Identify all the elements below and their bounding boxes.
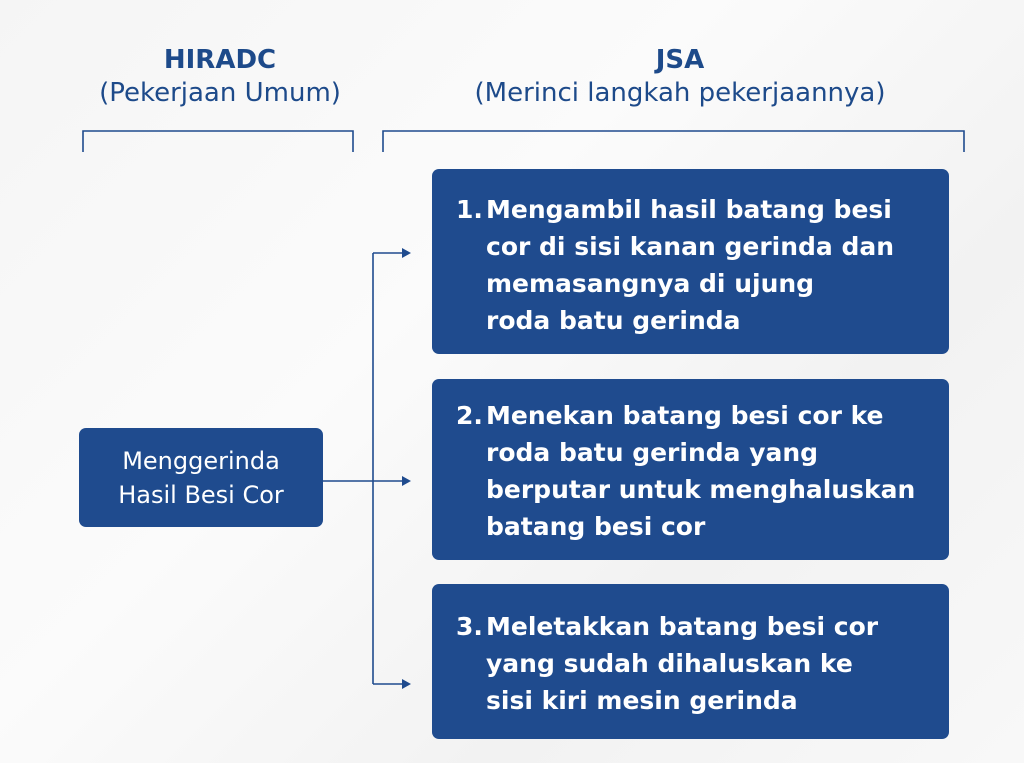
step-text-line: Mengambil hasil batang besi xyxy=(486,195,892,224)
step-number: 3. xyxy=(456,612,483,641)
step-text-line: roda batu gerinda yang xyxy=(486,438,819,467)
step-text-line: sisi kiri mesin gerinda xyxy=(486,686,798,715)
source-line-1: Menggerinda xyxy=(122,446,280,475)
hiradc-subtitle: (Pekerjaan Umum) xyxy=(99,78,341,108)
step-number: 1. xyxy=(456,195,483,224)
jsa-subtitle: (Merinci langkah pekerjaannya) xyxy=(474,78,886,108)
step-box-1 xyxy=(432,169,949,354)
step-text-line: Menekan batang besi cor ke xyxy=(486,401,884,430)
hiradc-bracket xyxy=(83,131,353,152)
source-task-box xyxy=(79,428,323,527)
source-line-2: Hasil Besi Cor xyxy=(118,480,284,509)
arrowhead-step-2 xyxy=(402,476,411,486)
hiradc-title: HIRADC xyxy=(163,45,277,75)
step-number: 2. xyxy=(456,401,483,430)
step-text-line: cor di sisi kanan gerinda dan xyxy=(486,232,895,261)
step-text-line: Meletakkan batang besi cor xyxy=(486,612,879,641)
step-box-2 xyxy=(432,379,949,560)
step-text-line: memasangnya di ujung xyxy=(486,269,815,298)
step-text-line: batang besi cor xyxy=(486,512,706,541)
jsa-title: JSA xyxy=(655,45,705,75)
step-text-line: yang sudah dihaluskan ke xyxy=(486,649,853,678)
arrowhead-step-3 xyxy=(402,679,411,689)
step-text-line: roda batu gerinda xyxy=(486,306,741,335)
step-text-line: berputar untuk menghaluskan xyxy=(486,475,916,504)
arrowhead-step-1 xyxy=(402,248,411,258)
step-box-3 xyxy=(432,584,949,739)
jsa-bracket xyxy=(383,131,964,152)
